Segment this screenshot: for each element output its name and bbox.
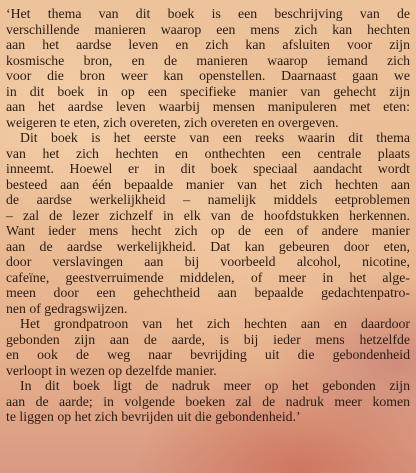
book-text xyxy=(6,6,410,425)
text-line: kosmische bron, en de manieren waarop iemand zich xyxy=(6,52,410,68)
text-line: voor die bron weer kan openstellen. Daarnaast gaan we xyxy=(6,68,410,83)
text-line: in dit boek in op een specifieke manier van gehecht zijn xyxy=(6,83,410,99)
text-line: cafeïne, geestverruimende middelen, of meer in het alge- xyxy=(6,269,410,285)
text-line: aan het aardse leven waarbij mensen manipuleren met eten: xyxy=(6,99,410,114)
text-line: van het zich hechten en onthechten een centrale plaats xyxy=(6,145,410,161)
text-line: In dit boek ligt de nadruk meer op het gebonden zijn xyxy=(20,378,410,393)
text-line: Want ieder mens hecht zich op de een of andere manier xyxy=(6,223,410,238)
paragraph xyxy=(6,6,410,130)
text-line: aan de aarde; in volgende boeken zal de nadruk meer komen xyxy=(6,393,410,409)
text-line: aan de aardse werkelijkheid. Dat kan gebeuren door eten, xyxy=(6,238,410,254)
text-line: meen door een gehechtheid aan bepaalde gedachtenpatro- xyxy=(6,285,410,300)
text-line: weigeren te eten, zich overeten, zich overeten en overgeven. xyxy=(6,114,339,130)
text-line: aan het aardse leven en zich kan afsluiten voor zijn xyxy=(6,37,410,52)
text-line: ‘Het thema van dit boek is een beschrijving van de xyxy=(6,6,410,21)
text-line: nen of gedragswijzen. xyxy=(6,300,128,316)
text-line: besteed aan één bepaalde manier van het zich hechten aan xyxy=(6,176,410,192)
text-line: de aardse werkelijkheid – namelijk middels eetproblemen xyxy=(6,192,410,207)
text-line: verschillende manieren waarop een mens zich kan hechten xyxy=(6,21,410,37)
text-line: inneemt. Hoewel er in dit boek speciaal aandacht wordt xyxy=(6,161,410,176)
paragraph xyxy=(6,378,410,425)
text-line: door verslavingen aan bij voorbeeld alcohol, nicotine, xyxy=(6,254,410,269)
text-line: te liggen op het zich bevrijden uit die gebondenheid.’ xyxy=(6,409,301,424)
paragraph xyxy=(6,316,410,378)
text-line: verloopt in wezen op dezelfde manier. xyxy=(6,362,217,378)
text-line: en ook de weg naar bevrijding uit die gebondenheid xyxy=(6,347,410,362)
text-line: gebonden zijn aan de aarde, is bij ieder mens hetzelfde xyxy=(6,331,410,347)
text-line: Het grondpatroon van het zich hechten aan en daardoor xyxy=(20,316,410,331)
paragraph xyxy=(6,130,410,316)
text-line: – zal de lezer zichzelf in elk van de hoofdstukken herkennen. xyxy=(6,207,410,223)
text-line: Dit boek is het eerste van een reeks waarin dit thema xyxy=(20,130,410,145)
